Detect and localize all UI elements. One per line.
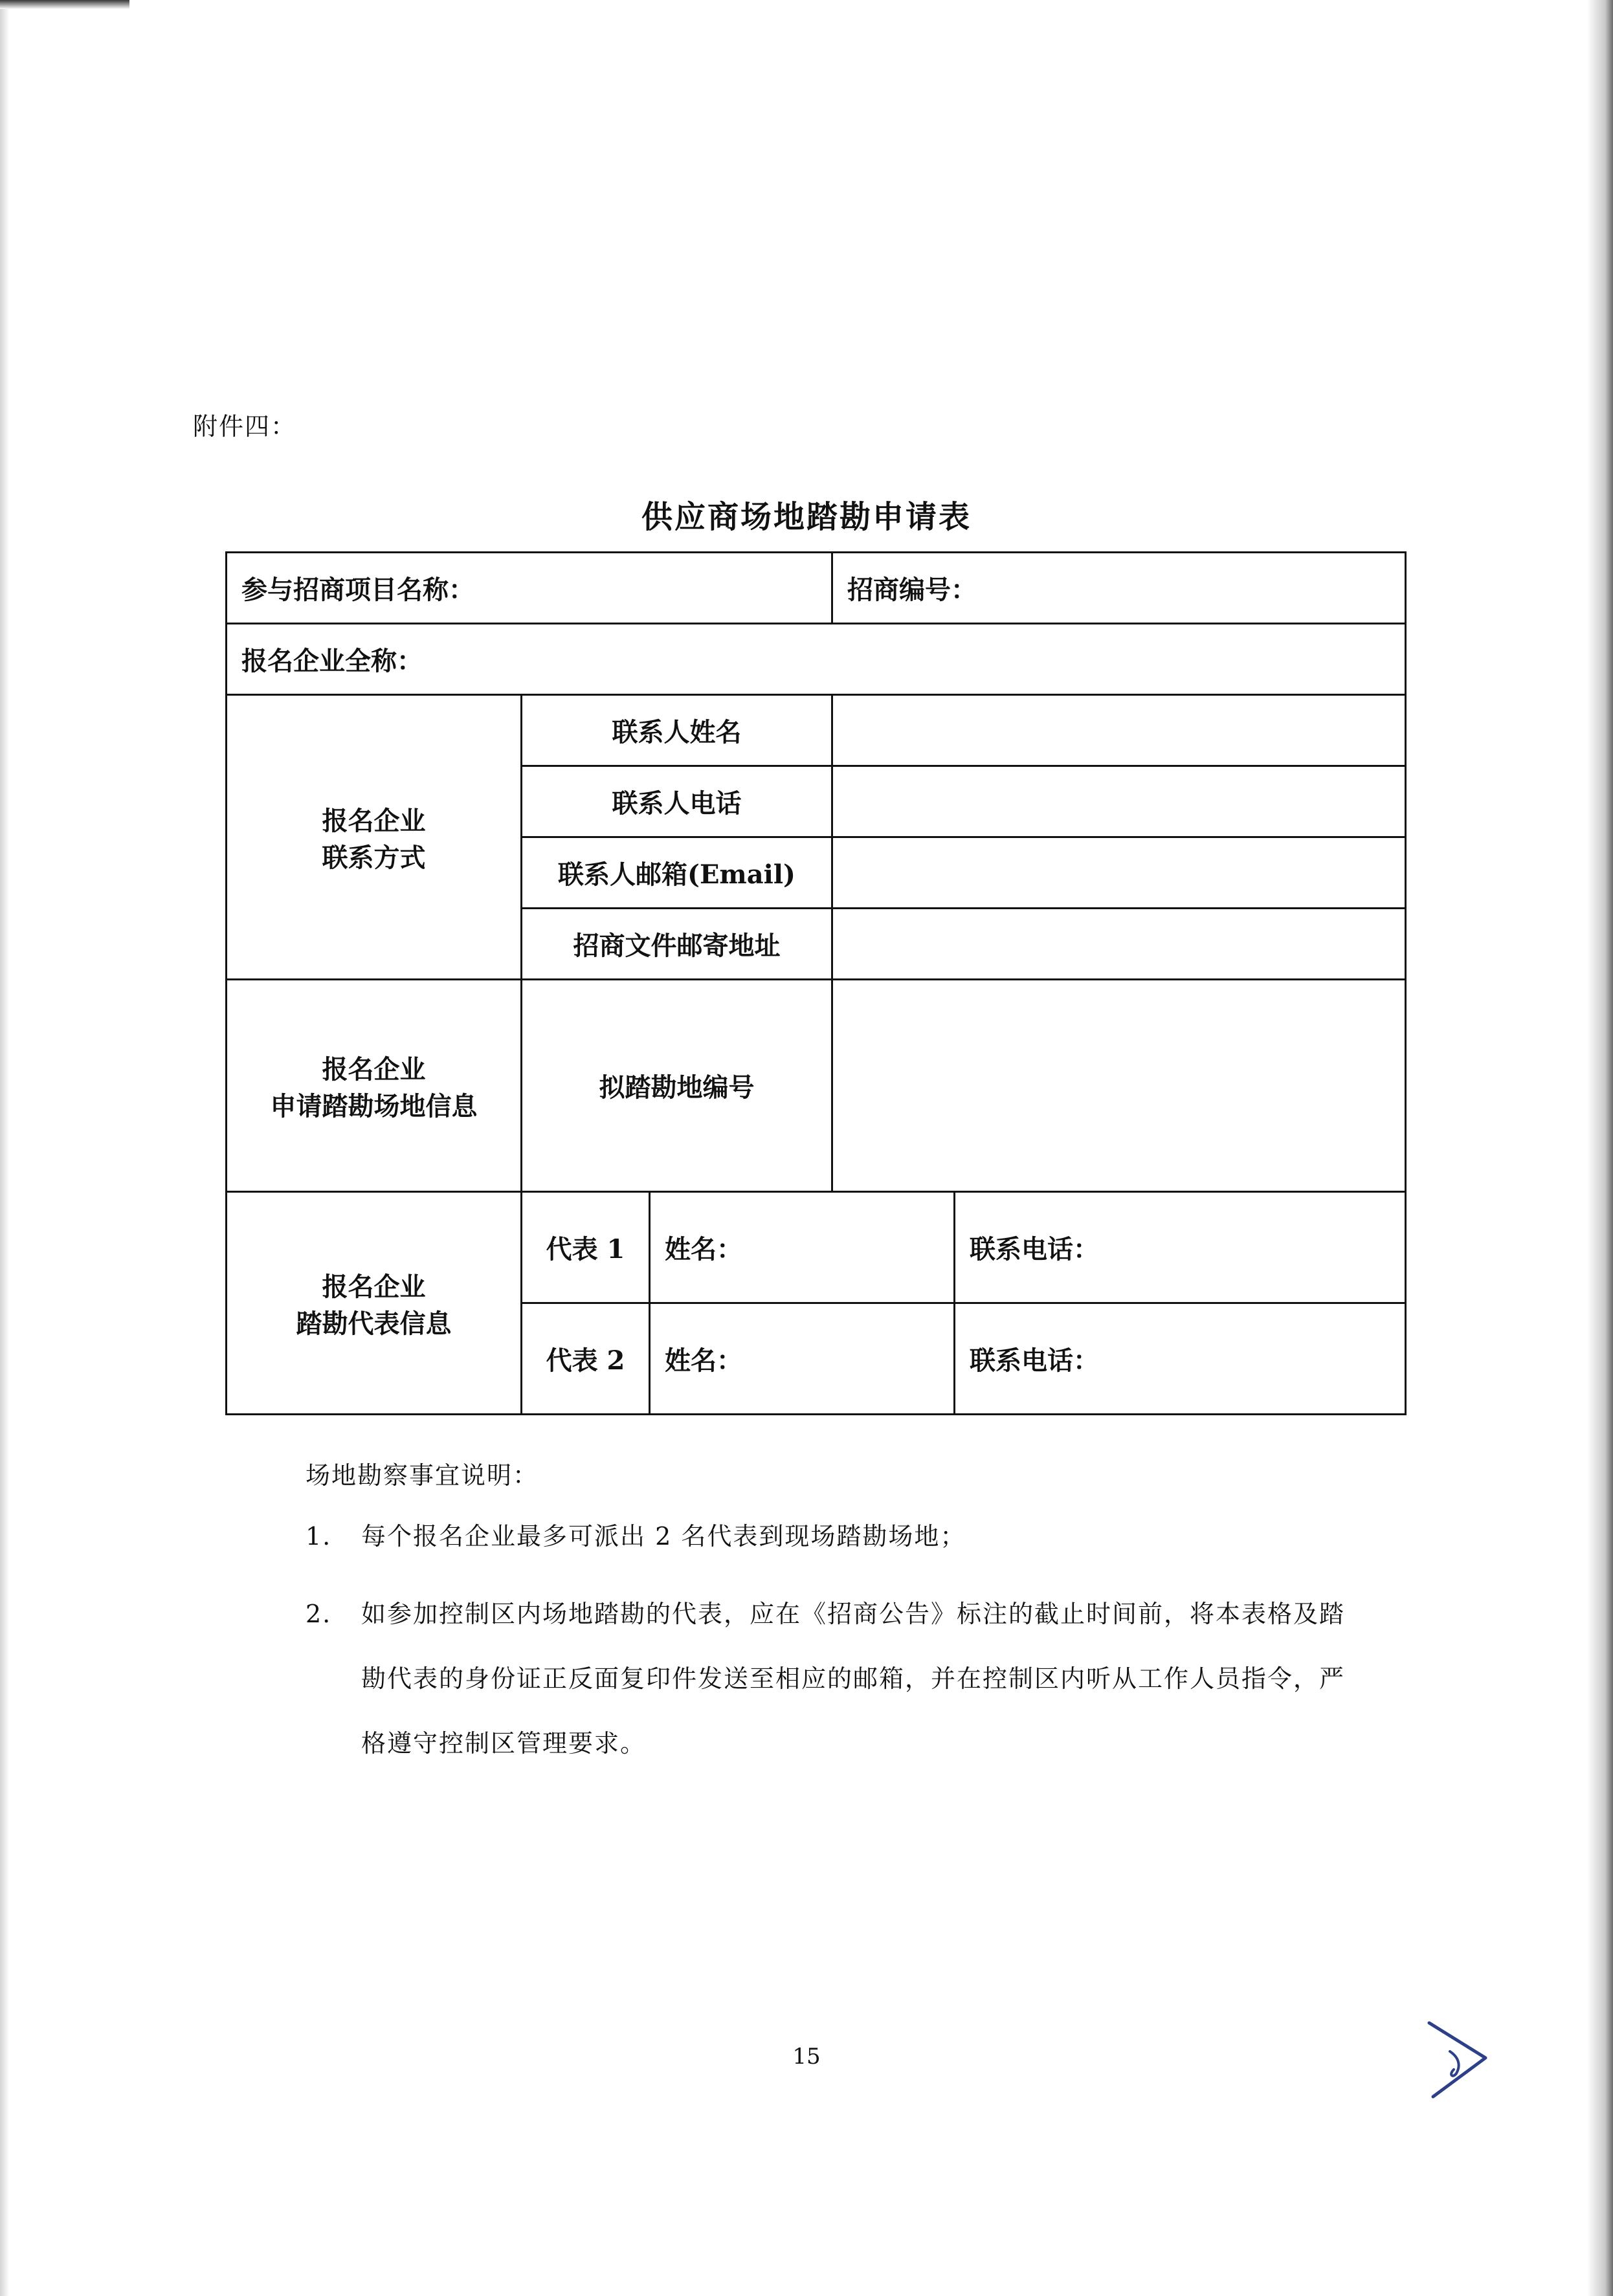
rep-section-label-line1: 报名企业	[322, 1271, 426, 1302]
scan-edge-right	[1587, 0, 1613, 2296]
scan-edge-top	[0, 0, 129, 9]
row-contact-name	[227, 695, 1406, 766]
contact-email-label: 联系人邮箱(Email)	[522, 837, 832, 909]
row-rep-1	[227, 1192, 1406, 1303]
mailing-address-label: 招商文件邮寄地址	[522, 909, 832, 980]
notes-item-text: 如参加控制区内场地踏勘的代表，应在《招商公告》标注的截止时间前，将本表格及踏勘代表的身份证正反面复印件发送至相应的邮箱，并在控制区内听从工作人员指令，严格遵守控制区管理要求。	[361, 1600, 1346, 1758]
notes-section	[306, 1456, 1367, 1802]
contact-phone-field[interactable]	[832, 766, 1406, 837]
notes-item	[306, 1517, 1367, 1569]
mailing-address-field[interactable]	[832, 909, 1406, 980]
scan-edge-left	[0, 0, 9, 2296]
page-number: 15	[792, 2044, 821, 2070]
rep-section-label-line2: 踏勘代表信息	[296, 1308, 452, 1339]
project-name-cell[interactable]	[227, 553, 832, 624]
contact-name-field[interactable]	[832, 695, 1406, 766]
site-section-label-line2: 申请踏勘场地信息	[270, 1090, 478, 1121]
rep2-label: 代表 2	[522, 1303, 650, 1415]
rep1-phone-label: 联系电话：	[970, 1234, 1100, 1264]
site-section-label	[227, 980, 522, 1192]
rep2-name-label: 姓名：	[665, 1345, 742, 1376]
contact-email-field[interactable]	[832, 837, 1406, 909]
row-site-info	[227, 980, 1406, 1192]
rep1-phone-cell[interactable]	[955, 1192, 1406, 1303]
site-section-label-line1: 报名企业	[322, 1054, 426, 1085]
attachment-label: 附件四：	[193, 412, 297, 441]
tender-no-label: 招商编号：	[847, 575, 977, 605]
rep2-name-cell[interactable]	[650, 1303, 955, 1415]
contact-section-label-line1: 报名企业	[322, 805, 426, 836]
notes-item	[306, 1595, 1367, 1776]
signature-mark-icon	[1424, 2018, 1495, 2102]
contact-phone-label: 联系人电话	[522, 766, 832, 837]
company-name-label: 报名企业全称：	[241, 646, 423, 676]
site-no-field[interactable]	[832, 980, 1406, 1192]
notes-item-number: 1.	[306, 1522, 332, 1551]
contact-section-label	[227, 695, 522, 980]
notes-heading: 场地勘察事宜说明：	[306, 1461, 539, 1490]
form-title: 供应商场地踏勘申请表	[641, 499, 972, 535]
rep2-phone-label: 联系电话：	[970, 1345, 1100, 1376]
rep1-label: 代表 1	[522, 1192, 650, 1303]
site-no-label: 拟踏勘地编号	[522, 980, 832, 1192]
rep-section-label	[227, 1192, 522, 1415]
application-form-table	[225, 551, 1407, 1415]
row-project	[227, 553, 1406, 624]
rep1-name-label: 姓名：	[665, 1234, 742, 1264]
project-name-label: 参与招商项目名称：	[241, 575, 474, 605]
rep2-phone-cell[interactable]	[955, 1303, 1406, 1415]
tender-no-cell[interactable]	[832, 553, 1406, 624]
rep1-name-cell[interactable]	[650, 1192, 955, 1303]
company-name-cell[interactable]	[227, 624, 1406, 695]
notes-item-text: 每个报名企业最多可派出 2 名代表到现场踏勘场地；	[361, 1522, 966, 1551]
contact-name-label: 联系人姓名	[522, 695, 832, 766]
row-company-name	[227, 624, 1406, 695]
contact-section-label-line2: 联系方式	[322, 842, 426, 873]
notes-item-number: 2.	[306, 1600, 332, 1628]
